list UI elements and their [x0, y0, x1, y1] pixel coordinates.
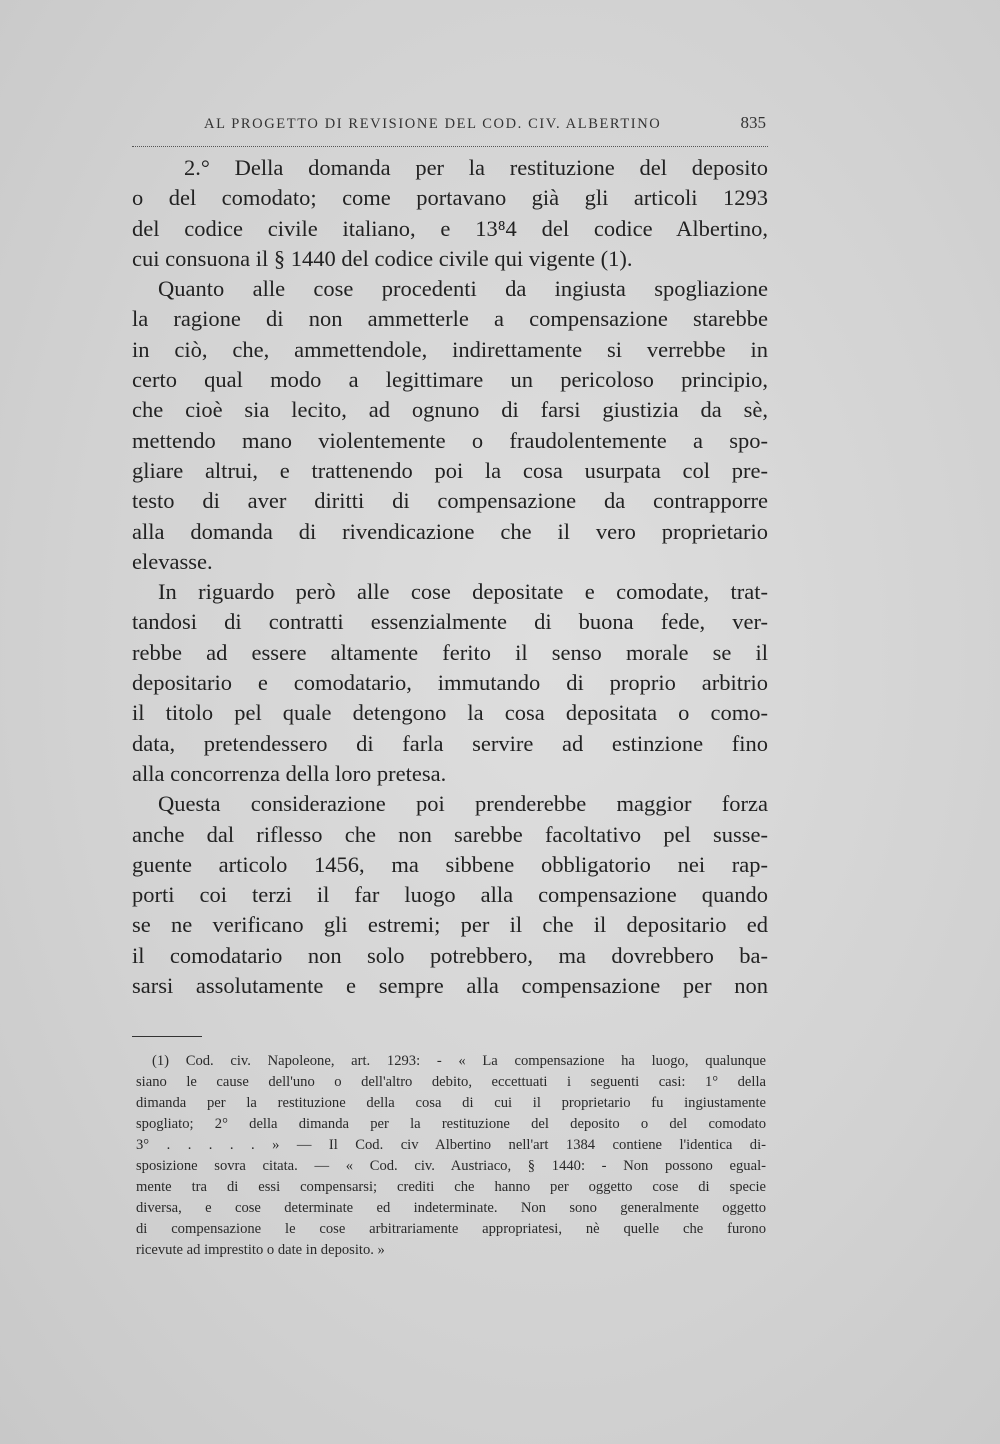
text-line: 2.° Della domanda per la restituzione del deposito: [184, 155, 768, 180]
text-line: depositario e comodatario, immutando di proprio arbitrio: [132, 670, 768, 696]
text-line: rebbe ad essere altamente ferito il senso morale se il: [132, 639, 768, 665]
running-header: [132, 110, 768, 147]
text-line: se ne verificano gli estremi; per il che il depositario ed: [132, 912, 768, 938]
footnote-line: (1) Cod. civ. Napoleone, art. 1293: - « La compensazione ha luogo, qualunque: [152, 1053, 766, 1069]
text-line: Quanto alle cose procedenti da ingiusta spogliazione: [158, 276, 768, 302]
text-line: alla domanda di rivendicazione che il vero proprietario: [132, 518, 768, 544]
text-line: cui consuona il § 1440 del codice civile qui vigente (1).: [132, 245, 633, 271]
footnote-line: sposizione sovra citata. — « Cod. civ. Austriaco, § 1440: - Non possono egual-: [136, 1158, 766, 1174]
text-line: mettendo mano violentemente o fraudolentemente a spo-: [132, 427, 768, 453]
text-line: porti coi terzi il far luogo alla compensazione quando: [132, 882, 768, 908]
text-line: alla concorrenza della loro pretesa.: [132, 760, 447, 786]
text-line: la ragione di non ammetterle a compensazione starebbe: [132, 306, 768, 332]
footnote-line: dimanda per la restituzione della cosa di cui il proprietario fu ingiustamente: [136, 1095, 766, 1111]
text-line: in ciò, che, ammettendole, indirettamente si verrebbe in: [132, 336, 768, 362]
text-line: In riguardo però alle cose depositate e comodate, trat-: [158, 579, 768, 605]
footnote-line: diversa, e cose determinate ed indeterminate. Non sono generalmente oggetto: [136, 1200, 766, 1216]
footnote-line: mente tra di essi compensarsi; crediti che hanno per oggetto cose di specie: [136, 1179, 766, 1195]
text-line: Questa considerazione poi prenderebbe maggior forza: [158, 791, 768, 817]
main-text: [132, 153, 768, 1001]
footnote-line: spogliato; 2° della dimanda per la restituzione del deposito o del comodato: [136, 1116, 766, 1132]
footnote-line: di compensazione le cose arbitrariamente appropriatesi, nè quelle che furono: [136, 1221, 766, 1237]
text-line: che cioè sia lecito, ad ognuno di farsi giustizia da sè,: [132, 397, 768, 423]
footnote-line: 3° . . . . . » — Il Cod. civ Albertino nell'art 1384 contiene l'identica di-: [136, 1137, 766, 1153]
running-title: AL PROGETTO DI REVISIONE DEL COD. CIV. ALBERTINO: [204, 116, 662, 132]
footnotes: [136, 1051, 766, 1261]
text-line: data, pretendessero di farla servire ad estinzione fino: [132, 730, 768, 756]
text-line: anche dal riflesso che non sarebbe facoltativo pel susse-: [132, 821, 768, 847]
text-line: gliare altrui, e trattenendo poi la cosa usurpata col pre-: [132, 457, 768, 483]
text-line: elevasse.: [132, 548, 213, 574]
text-line: certo qual modo a legittimare un pericoloso principio,: [132, 367, 768, 393]
footnote-line: ricevute ad imprestito o date in deposito. »: [136, 1242, 385, 1258]
text-line: o del comodato; come portavano già gli articoli 1293: [132, 185, 768, 211]
page-number: 835: [740, 113, 766, 132]
text-line: il comodatario non solo potrebbero, ma dovrebbero ba-: [132, 942, 768, 968]
footnote-line: siano le cause dell'uno o dell'altro debito, eccettuati i seguenti casi: 1° della: [136, 1074, 766, 1090]
text-line: sarsi assolutamente e sempre alla compensazione per non: [132, 973, 768, 999]
text-line: guente articolo 1456, ma sibbene obbligatorio nei rap-: [132, 851, 768, 877]
text-line: tandosi di contratti essenzialmente di buona fede, ver-: [132, 609, 768, 635]
footnote-divider: [132, 1036, 202, 1037]
text-line: testo di aver diritti di compensazione da contrapporre: [132, 488, 768, 514]
text-line: il titolo pel quale detengono la cosa depositata o como-: [132, 700, 768, 726]
text-line: del codice civile italiano, e 13⁸4 del codice Albertino,: [132, 215, 768, 241]
